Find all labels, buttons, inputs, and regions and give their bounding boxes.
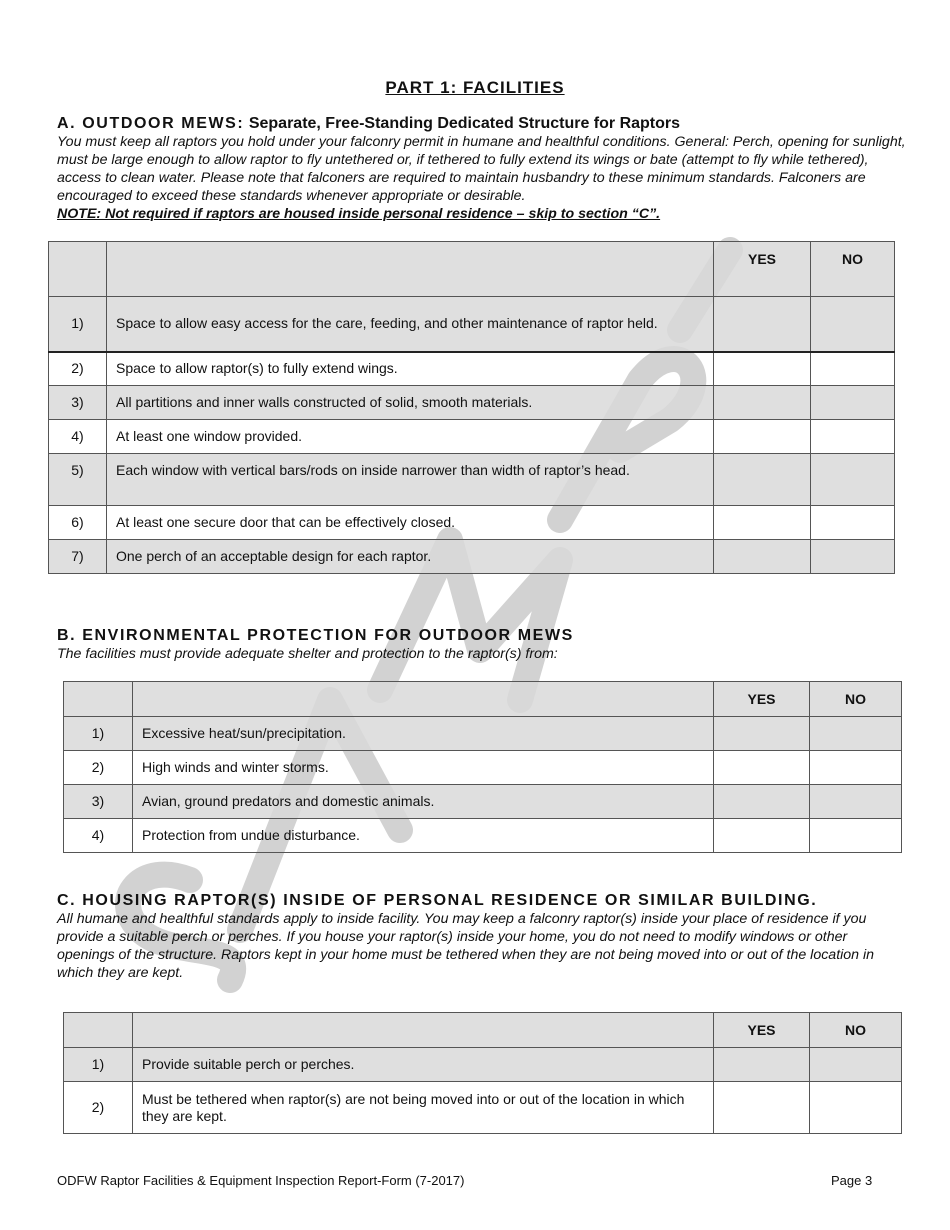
table-header (64, 682, 902, 717)
no-cell[interactable] (810, 717, 902, 751)
no-cell[interactable] (811, 540, 895, 574)
table-header (49, 242, 895, 297)
yes-cell[interactable] (714, 352, 811, 386)
no-cell[interactable] (810, 1082, 902, 1134)
table-row (49, 297, 895, 352)
yes-cell[interactable] (714, 751, 810, 785)
table-header (64, 1013, 902, 1048)
item-header (133, 682, 714, 717)
yes-cell[interactable] (714, 1048, 810, 1082)
row-number: 4) (64, 819, 133, 853)
row-text: Each window with vertical bars/rods on inside narrower than width of raptor’s head. (107, 454, 714, 506)
no-cell[interactable] (810, 785, 902, 819)
section-a-heading (57, 114, 950, 133)
yes-cell[interactable] (714, 506, 811, 540)
row-text: At least one secure door that can be effectively closed. (107, 506, 714, 540)
yes-cell[interactable] (714, 785, 810, 819)
section-a-label: A. OUTDOOR MEWS: (57, 115, 245, 132)
page-title: PART 1: FACILITIES (385, 78, 565, 97)
yes-header: YES (714, 1013, 810, 1048)
row-number: 1) (64, 1048, 133, 1082)
row-text: Provide suitable perch or perches. (133, 1048, 714, 1082)
row-number: 2) (64, 1082, 133, 1134)
yes-cell[interactable] (714, 297, 811, 352)
yes-cell[interactable] (714, 717, 810, 751)
row-number: 2) (64, 751, 133, 785)
section-c-table (63, 1012, 902, 1134)
row-number: 1) (64, 717, 133, 751)
section-b-description: The facilities must provide adequate shelter and protection to the raptor(s) from: (57, 646, 558, 662)
no-cell[interactable] (811, 386, 895, 420)
row-text: All partitions and inner walls constructed of solid, smooth materials. (107, 386, 714, 420)
table-row (49, 506, 895, 540)
table-row (64, 785, 902, 819)
no-cell[interactable] (811, 420, 895, 454)
section-c-heading: C. HOUSING RAPTOR(S) INSIDE OF PERSONAL RESIDENCE OR SIMILAR BUILDING. (57, 892, 818, 909)
footer-form-name: ODFW Raptor Facilities & Equipment Inspection Report-Form (7-2017) (57, 1173, 465, 1188)
section-a-note: NOTE: Not required if raptors are housed inside personal residence – skip to section “C”. (57, 206, 661, 222)
row-number: 3) (64, 785, 133, 819)
table-row (49, 420, 895, 454)
row-text: Protection from undue disturbance. (133, 819, 714, 853)
yes-cell[interactable] (714, 819, 810, 853)
row-text: Must be tethered when raptor(s) are not being moved into or out of the location in which they are kept. (133, 1082, 714, 1134)
yes-cell[interactable] (714, 386, 811, 420)
yes-cell[interactable] (714, 540, 811, 574)
no-cell[interactable] (811, 352, 895, 386)
no-cell[interactable] (810, 1048, 902, 1082)
yes-cell[interactable] (714, 454, 811, 506)
no-header: NO (811, 242, 895, 297)
row-text: Avian, ground predators and domestic animals. (133, 785, 714, 819)
row-text: High winds and winter storms. (133, 751, 714, 785)
table-row (49, 454, 895, 506)
row-number: 4) (49, 420, 107, 454)
section-c-description: All humane and healthful standards apply to inside facility. You may keep a falconry raptor(s) inside your place of residence if you provide a suitable perch or perches. If you house your raptor(s) inside your home, you do not need to modify windows or other openings of the structure. Raptors kept in your home must be tethered when they are not being moved into or out of the location in which they are kept. (57, 911, 875, 981)
no-cell[interactable] (811, 297, 895, 352)
row-number: 6) (49, 506, 107, 540)
no-header: NO (810, 1013, 902, 1048)
section-a-subtitle: Separate, Free-Standing Dedicated Structure for Raptors (244, 115, 681, 132)
no-cell[interactable] (811, 506, 895, 540)
table-row (49, 386, 895, 420)
table-row (64, 717, 902, 751)
table-row (64, 751, 902, 785)
row-number: 3) (49, 386, 107, 420)
no-cell[interactable] (811, 454, 895, 506)
item-header (107, 242, 714, 297)
section-a-body: You must keep all raptors you hold under your falconry permit in humane and healthful conditions. General: Perch, opening for sunlight, must be large enough to allow raptor to fly untethered or, if tethered to fully extend its wings or bate (attempt to fly while tethered), access to clean water. Please note that falconers are required to maintain husbandry to these minimum standards. Falconers are encouraged to exceed these standards whenever appropriate or desirable. (57, 134, 906, 204)
row-text: Excessive heat/sun/precipitation. (133, 717, 714, 751)
item-header (133, 1013, 714, 1048)
number-header (49, 242, 107, 297)
table-row (64, 819, 902, 853)
section-b-table (63, 681, 902, 853)
row-text: Space to allow raptor(s) to fully extend wings. (107, 352, 714, 386)
number-header (64, 682, 133, 717)
yes-cell[interactable] (714, 1082, 810, 1134)
no-cell[interactable] (810, 819, 902, 853)
table-row (64, 1048, 902, 1082)
row-number: 7) (49, 540, 107, 574)
yes-cell[interactable] (714, 420, 811, 454)
table-row (49, 352, 895, 386)
section-a-description (57, 133, 907, 223)
row-number: 1) (49, 297, 107, 352)
no-cell[interactable] (810, 751, 902, 785)
yes-header: YES (714, 242, 811, 297)
table-row (64, 1082, 902, 1134)
row-text: At least one window provided. (107, 420, 714, 454)
table-row (49, 540, 895, 574)
yes-header: YES (714, 682, 810, 717)
no-header: NO (810, 682, 902, 717)
footer-page-number: Page 3 (831, 1173, 873, 1188)
row-number: 2) (49, 352, 107, 386)
row-text: Space to allow easy access for the care, feeding, and other maintenance of raptor held. (107, 297, 714, 352)
section-b-heading: B. ENVIRONMENTAL PROTECTION FOR OUTDOOR MEWS (57, 627, 574, 644)
section-a-table (48, 241, 895, 574)
row-text: One perch of an acceptable design for each raptor. (107, 540, 714, 574)
number-header (64, 1013, 133, 1048)
row-number: 5) (49, 454, 107, 506)
